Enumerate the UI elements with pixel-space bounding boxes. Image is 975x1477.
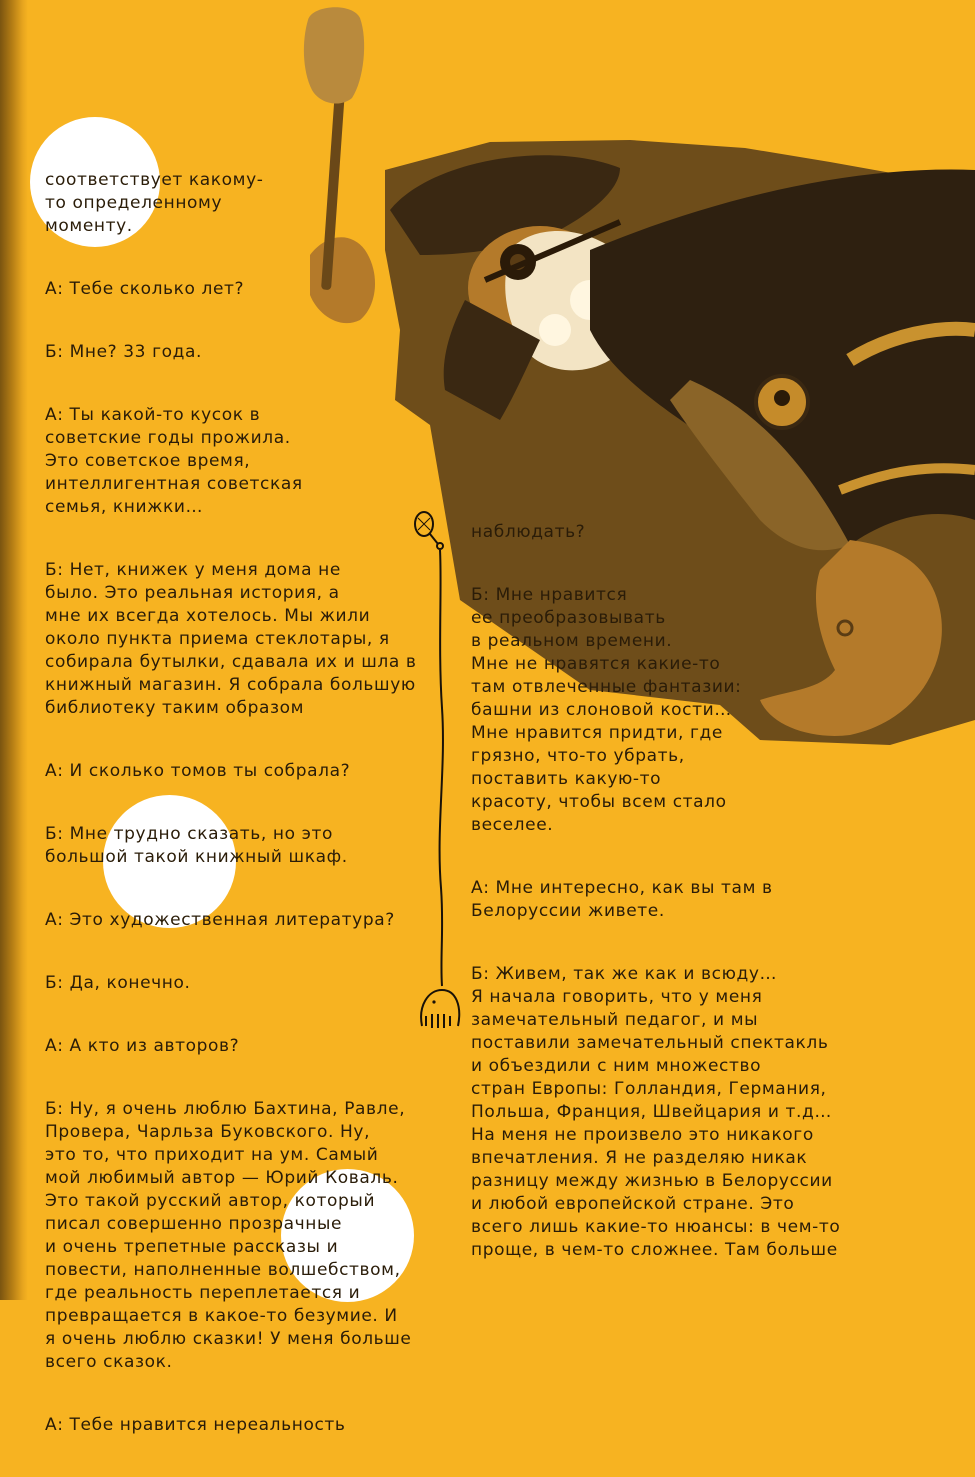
interview-text-left-column: [45, 146, 435, 1477]
interview-text-right-column: [471, 498, 871, 1302]
paragraph: А: Ты какой-то кусок в советские годы прожила. Это советское время, интеллигентная советская семья, книжки…: [45, 405, 303, 517]
paragraph: А: А кто из авторов?: [45, 1036, 240, 1056]
page-spine-shadow: [0, 0, 28, 1300]
paragraph: А: Тебе сколько лет?: [45, 279, 245, 299]
paragraph: Б: Нет, книжек у меня дома не было. Это реальная история, а мне их всегда хотелось. Мы жили около пункта приема стеклотары, я собирала бутылки, сдавала их и шла в книжный магазин. Я собрала большую библиотеку таким образом: [45, 560, 417, 718]
paragraph: Б: Мне? 33 года.: [45, 342, 203, 362]
paragraph: наблюдать?: [471, 522, 586, 542]
paragraph: Б: Живем, так же как и всюду… Я начала говорить, что у меня замечательный педагог, и мы поставили замечательный спектакль и объездили с ним множество стран Европы: Голландия, Германия, Польша, Франция, Швейцария и т.д… На меня не произвело это никакого впечатления. Я не разделяю никак разницу между жизнью в Белоруссии и любой европейской стране. Это всего лишь какие-то нюансы: в чем-то проще, в чем-то сложнее. Там больше: [471, 964, 841, 1260]
paragraph: Б: Да, конечно.: [45, 973, 191, 993]
paragraph: Б: Мне трудно сказать, но это большой такой книжный шкаф.: [45, 824, 348, 867]
brush-head: [304, 7, 364, 103]
paragraph: А: Тебе нравится нереальность: [45, 1415, 346, 1435]
paragraph: соответствует какому- то определенному моменту.: [45, 170, 264, 236]
paragraph: А: И сколько томов ты собрала?: [45, 761, 351, 781]
paragraph: Б: Ну, я очень люблю Бахтина, Равле, Провера, Чарльза Буковского. Ну, это то, что приходит на ум. Самый мой любимый автор — Юрий Коваль. Это такой русский автор, который писал совершенно прозрачные и очень трепетные рассказы и повести, наполненные волшебством, где реальность переплетается и превращается в какое-то безумие. И я очень люблю сказки! У меня больше всего сказок.: [45, 1099, 412, 1372]
paragraph: А: Это художественная литература?: [45, 910, 395, 930]
paragraph: Б: Мне нравится ее преобразовывать в реальном времени. Мне не нравятся какие-то там отвлеченные фантазии: башни из слоновой кости… Мне нравится придти, где грязно, что-то убрать, поставить какую-то красоту, чтобы всем стало веселее.: [471, 585, 742, 835]
paragraph: А: Мне интересно, как вы там в Белоруссии живете.: [471, 878, 773, 921]
